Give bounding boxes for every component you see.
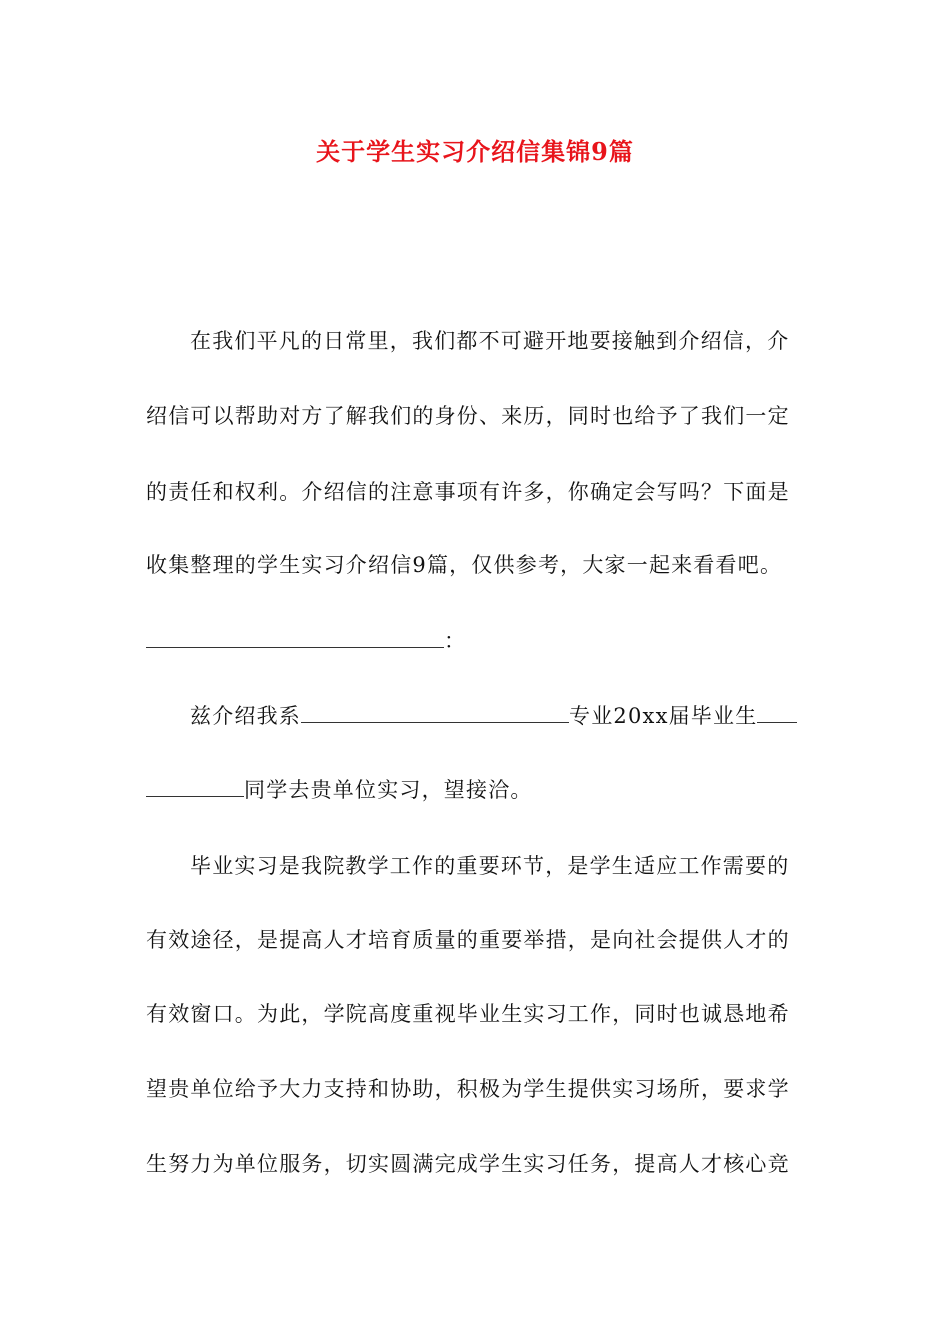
letter-line-1 bbox=[146, 701, 855, 731]
major-blank[interactable] bbox=[301, 702, 569, 723]
body-line-4: 望贵单位给予大力支持和协助，积极为学生提供实习场所，要求学 bbox=[146, 1077, 790, 1101]
intro-line-4: 收集整理的学生实习介绍信9篇，仅供参考，大家一起来看看吧。 bbox=[146, 553, 783, 577]
letter-text-3: 同学去贵单位实习，望接洽。 bbox=[244, 778, 533, 802]
body-line-2: 有效途径，是提高人才培育质量的重要举措，是向社会提供人才的 bbox=[146, 928, 790, 952]
letter-text-2: 专业20xx届毕业生 bbox=[569, 704, 758, 728]
intro-line-3: 的责任和权利。介绍信的注意事项有许多，你确定会写吗？下面是 bbox=[146, 480, 790, 504]
body-line-5: 生努力为单位服务，切实圆满完成学生实习任务，提高人才核心竞 bbox=[146, 1152, 790, 1176]
student-name-blank-start[interactable] bbox=[757, 702, 797, 723]
document-title: 关于学生实习介绍信集锦9篇 bbox=[316, 137, 634, 166]
salutation-colon: ： bbox=[444, 629, 467, 653]
intro-line-1: 在我们平凡的日常里，我们都不可避开地要接触到介绍信，介 bbox=[190, 329, 790, 353]
student-name-blank-end[interactable] bbox=[146, 776, 244, 797]
body-line-1: 毕业实习是我院教学工作的重要环节，是学生适应工作需要的 bbox=[190, 854, 790, 878]
recipient-blank[interactable] bbox=[146, 627, 444, 648]
letter-line-2 bbox=[146, 775, 811, 805]
intro-line-2: 绍信可以帮助对方了解我们的身份、来历，同时也给予了我们一定 bbox=[146, 404, 790, 428]
body-line-3: 有效窗口。为此，学院高度重视毕业生实习工作，同时也诚恳地希 bbox=[146, 1002, 790, 1026]
salutation-line bbox=[146, 626, 811, 656]
letter-text-1: 兹介绍我系 bbox=[190, 704, 301, 728]
